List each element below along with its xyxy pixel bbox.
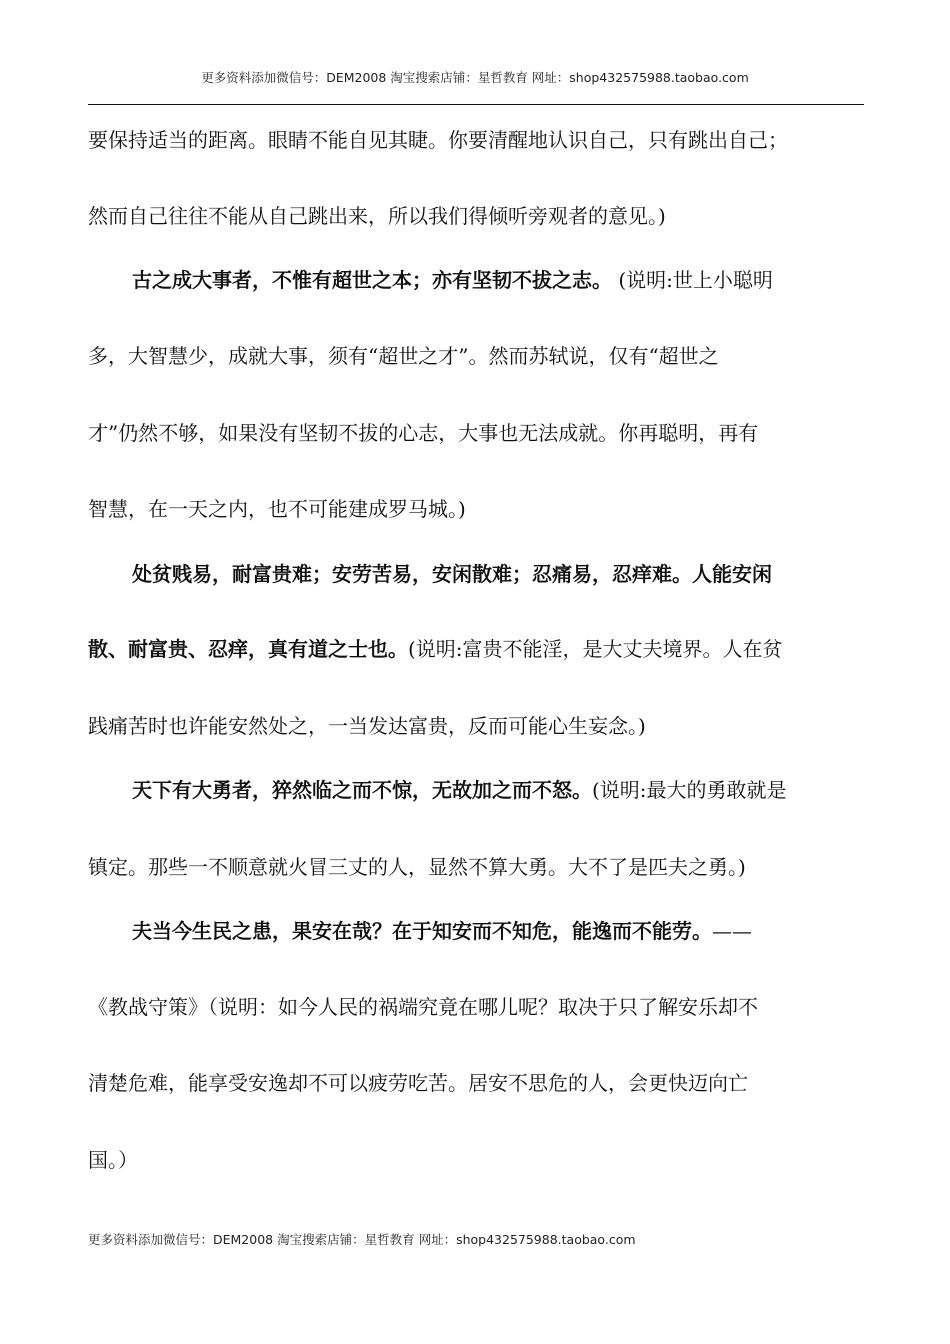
text-line: 然而自己往往不能从自己跳出来，所以我们得倾听旁观者的意见。): [88, 204, 666, 228]
text-line: 智慧，在一天之内，也不可能建成罗马城。): [88, 497, 466, 521]
text-line: 国。）: [88, 1148, 138, 1172]
text-line: 处贫贱易，耐富贵难；安劳苦易，安闲散难；忍痛易，忍痒难。人能安闲: [132, 562, 772, 586]
text-line: 践痛苦时也许能安然处之，一当发达富贵，反而可能心生妄念。): [88, 714, 646, 738]
text-line: 才”仍然不够，如果没有坚韧不拔的心志，大事也无法成就。你再聪明，再有: [88, 421, 759, 445]
text-line: 要保持适当的距离。眼睛不能自见其睫。你要清醒地认识自己，只有跳出自己；: [88, 128, 788, 152]
text-line: 镇定。那些一不顺意就火冒三丈的人，显然不算大勇。大不了是匹夫之勇。): [88, 855, 746, 879]
text-line: 散、耐富贵、忍痒，真有道之士也。(说明:富贵不能淫，是大丈夫境界。人在贫: [88, 637, 783, 661]
text-line: 天下有大勇者，猝然临之而不惊，无故加之而不怒。(说明:最大的勇敢就是: [132, 778, 787, 802]
text-line: 夫当今生民之患，果安在哉？在于知安而不知危，能逸而不能劳。——: [132, 919, 752, 943]
page-header: 更多资料添加微信号：DEM2008 淘宝搜索店铺：星哲教育 网址：shop432575988.taobao.com: [201, 70, 749, 85]
header-rule: [88, 104, 864, 105]
text-line: 《教战守策》（说明：如今人民的祸端究竟在哪儿呢？取决于只了解安乐却不: [88, 995, 758, 1019]
text-line: 多，大智慧少，成就大事，须有“超世之才”。然而苏轼说，仅有“超世之: [88, 344, 719, 368]
page-footer: 更多资料添加微信号：DEM2008 淘宝搜索店铺：星哲教育 网址：shop432575988.taobao.com: [88, 1232, 636, 1247]
text-line: 古之成大事者，不惟有超世之本；亦有坚韧不拔之志。 (说明:世上小聪明: [132, 268, 773, 292]
text-line: 清楚危难，能享受安逸却不可以疲劳吃苦。居安不思危的人，会更快迈向亡: [88, 1071, 748, 1095]
